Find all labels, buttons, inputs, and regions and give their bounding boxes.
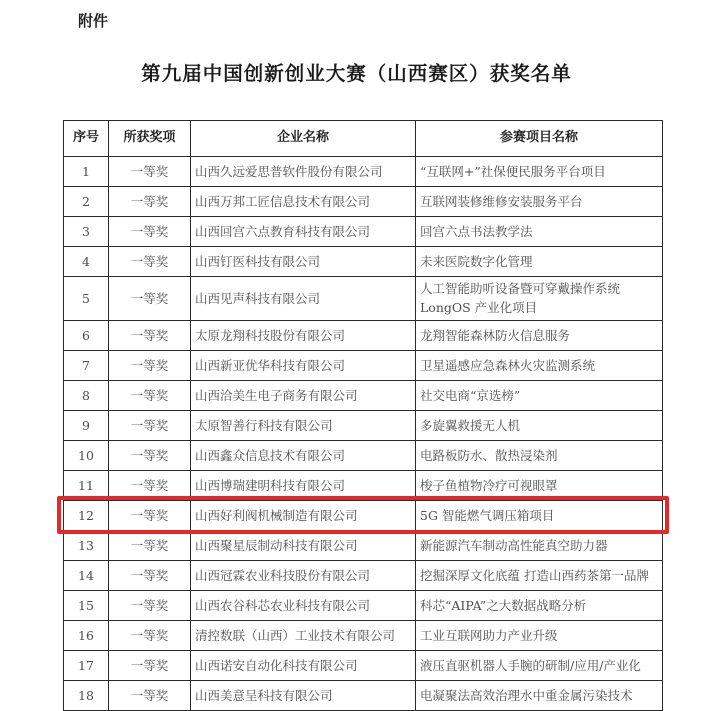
cell-company: 山西农谷科芯农业科技有限公司 [191,590,416,620]
cell-project: 电路板防水、散热浸染剂 [416,440,663,470]
cell-award: 一等奖 [109,187,191,217]
cell-award: 一等奖 [109,680,191,710]
table-row [64,620,663,650]
cell-serial: 18 [64,680,109,710]
cell-award: 一等奖 [109,157,191,187]
column-header: 所获奖项 [109,121,191,157]
cell-serial: 10 [64,440,109,470]
cell-award: 一等奖 [109,440,191,470]
cell-award: 一等奖 [109,650,191,680]
header-row [64,121,663,157]
cell-project: 龙翔智能森林防火信息服务 [416,320,663,350]
cell-company: 山西钉医科技有限公司 [191,247,416,277]
cell-serial: 5 [64,277,109,321]
cell-company: 山西久远爱思普软件股份有限公司 [191,157,416,187]
cell-company: 山西冠霖农业科技股份有限公司 [191,560,416,590]
cell-serial: 2 [64,187,109,217]
cell-company: 山西诺安自动化科技有限公司 [191,650,416,680]
table-row [64,500,663,530]
cell-award: 一等奖 [109,560,191,590]
cell-project: 新能源汽车制动高性能真空助力器 [416,530,663,560]
cell-project: “互联网+”社保便民服务平台项目 [416,157,663,187]
cell-serial: 12 [64,500,109,530]
column-header: 参赛项目名称 [416,121,663,157]
cell-award: 一等奖 [109,380,191,410]
cell-company: 山西美意呈科技有限公司 [191,680,416,710]
cell-company: 清控数联（山西）工业技术有限公司 [191,620,416,650]
cell-project: 人工智能助听设备暨可穿戴操作系统 LongOS 产业化项目 [416,277,663,321]
cell-serial: 4 [64,247,109,277]
table-row [64,560,663,590]
cell-company: 山西好利阀机械制造有限公司 [191,500,416,530]
cell-serial: 1 [64,157,109,187]
cell-award: 一等奖 [109,470,191,500]
cell-serial: 9 [64,410,109,440]
cell-project: 5G 智能燃气调压箱项目 [416,500,663,530]
cell-company: 太原智善行科技有限公司 [191,410,416,440]
table-row [64,380,663,410]
document-title: 第九届中国创新创业大赛（山西赛区）获奖名单 [141,62,572,85]
cell-project: 科芯“AIPA”之大数据战略分析 [416,590,663,620]
cell-award: 一等奖 [109,590,191,620]
table-row [64,680,663,710]
cell-award: 一等奖 [109,320,191,350]
cell-company: 山西见声科技有限公司 [191,277,416,321]
cell-company: 山西聚星辰制动科技有限公司 [191,530,416,560]
cell-serial: 15 [64,590,109,620]
table-row [64,157,663,187]
cell-serial: 6 [64,320,109,350]
cell-award: 一等奖 [109,620,191,650]
cell-serial: 13 [64,530,109,560]
cell-project: 工业互联网助力产业升级 [416,620,663,650]
table-row [64,530,663,560]
table-row [64,187,663,217]
cell-project: 互联网装修维修安装服务平台 [416,187,663,217]
award-table [63,120,663,711]
table-row [64,247,663,277]
cell-award: 一等奖 [109,277,191,321]
cell-project: 卫星遥感应急森林火灾监测系统 [416,350,663,380]
table-row [64,590,663,620]
table-row [64,277,663,321]
column-header: 企业名称 [191,121,416,157]
cell-project: 回宫六点书法教学法 [416,217,663,247]
cell-serial: 17 [64,650,109,680]
cell-project: 多旋翼救援无人机 [416,410,663,440]
cell-company: 山西鑫众信息技术有限公司 [191,440,416,470]
cell-project: 梭子鱼植物冷疗可视眼罩 [416,470,663,500]
cell-serial: 14 [64,560,109,590]
cell-award: 一等奖 [109,247,191,277]
cell-company: 山西新亚优华科技有限公司 [191,350,416,380]
cell-project: 挖掘深厚文化底蕴 打造山西药茶第一品牌 [416,560,663,590]
cell-award: 一等奖 [109,530,191,560]
cell-company: 山西万邦工匠信息技术有限公司 [191,187,416,217]
cell-project: 液压直驱机器人手腕的研制/应用/产业化 [416,650,663,680]
cell-award: 一等奖 [109,410,191,440]
cell-company: 太原龙翔科技股份有限公司 [191,320,416,350]
award-table-header [64,121,663,157]
table-row [64,217,663,247]
column-header: 序号 [64,121,109,157]
cell-serial: 7 [64,350,109,380]
cell-project: 未来医院数字化管理 [416,247,663,277]
table-row [64,470,663,500]
cell-award: 一等奖 [109,350,191,380]
table-row [64,350,663,380]
cell-award: 一等奖 [109,500,191,530]
attachment-label: 附件 [78,12,109,30]
table-row [64,440,663,470]
cell-serial: 16 [64,620,109,650]
cell-award: 一等奖 [109,217,191,247]
cell-serial: 3 [64,217,109,247]
cell-company: 山西回宫六点教育科技有限公司 [191,217,416,247]
cell-company: 山西洽美生电子商务有限公司 [191,380,416,410]
table-row [64,410,663,440]
award-table-body [64,157,663,711]
cell-company: 山西博瑞建明科技有限公司 [191,470,416,500]
cell-serial: 8 [64,380,109,410]
cell-project: 电凝聚法高效治理水中重金属污染技术 [416,680,663,710]
cell-project: 社交电商“京选榜” [416,380,663,410]
table-row [64,320,663,350]
table-row [64,650,663,680]
cell-serial: 11 [64,470,109,500]
